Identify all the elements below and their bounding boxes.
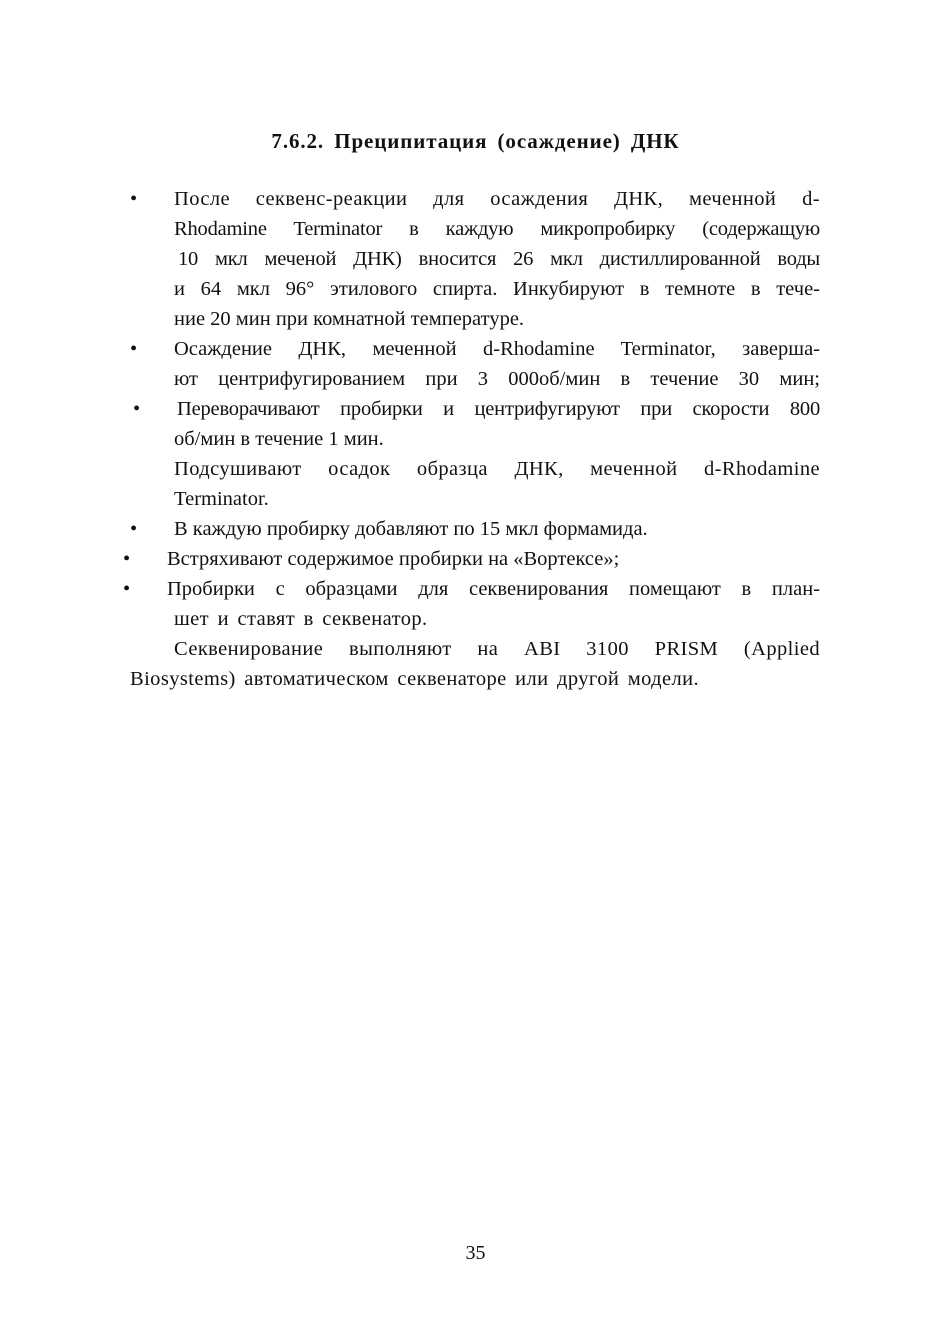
text-line: [130, 604, 820, 634]
line-text: Пробирки с образцами для секвенирования помещают в план-: [167, 578, 820, 600]
line-text: Biosystems) автоматическом секвенаторе или другой модели.: [130, 668, 700, 690]
text-line: • В каждую пробирку добавляют по 15 мкл формамида.: [130, 518, 648, 540]
text-line: [130, 304, 820, 334]
body-text: [123, 184, 820, 694]
text-line: • Осаждение ДНК, меченной d-Rhodamine Terminator, заверша-: [130, 338, 820, 360]
line-text: После секвенс-реакции для осаждения ДНК, меченной d-: [174, 188, 820, 210]
text-line: • После секвенс-реакции для осаждения ДНК, меченной d-: [130, 188, 820, 210]
text-line: [130, 424, 820, 454]
text-line: [130, 274, 820, 304]
line-text: Rhodamine Terminator в каждую микропробирку (содержащую: [174, 218, 820, 240]
text-line: [130, 484, 820, 514]
line-text: В каждую пробирку добавляют по 15 мкл формамида.: [174, 518, 648, 540]
line-text: ют центрифугированием при 3 000об/мин в течение 30 мин;: [174, 368, 820, 390]
text-line: [130, 364, 820, 394]
line-text: Осаждение ДНК, меченной d-Rhodamine Terminator, заверша-: [174, 338, 820, 360]
line-text: Переворачивают пробирки и центрифугируют при скорости 800: [177, 398, 820, 420]
text-line: [130, 244, 820, 274]
line-text: Terminator.: [174, 488, 269, 510]
text-line: • Встряхивают содержимое пробирки на «Вортексе»;: [123, 548, 620, 570]
section-heading: 7.6.2. Преципитация (осаждение) ДНК: [271, 129, 680, 153]
line-text: 10 мкл меченой ДНК) вносится 26 мкл дистиллированной воды: [178, 248, 820, 270]
text-line: • Переворачивают пробирки и центрифугируют при скорости 800: [133, 398, 820, 420]
text-line: • Пробирки с образцами для секвенирования помещают в план-: [123, 578, 820, 600]
line-text: Секвенирование выполняют на ABI 3100 PRISM (Applied: [174, 638, 820, 660]
line-text: шет и ставят в секвенатор.: [174, 608, 428, 630]
line-text: ние 20 мин при комнатной температуре.: [174, 308, 525, 330]
line-text: об/мин в течение 1 мин.: [174, 428, 384, 450]
page-number: 35: [465, 1242, 486, 1264]
text-line: [130, 454, 820, 484]
line-text: Подсушивают осадок образца ДНК, меченной d-Rhodamine: [174, 458, 820, 480]
line-text: Встряхивают содержимое пробирки на «Вортексе»;: [167, 548, 620, 570]
text-line: [130, 664, 820, 694]
text-line: [130, 214, 820, 244]
line-text: и 64 мкл 96° этилового спирта. Инкубируют в темноте в тече-: [174, 278, 820, 300]
text-line: [130, 634, 820, 664]
